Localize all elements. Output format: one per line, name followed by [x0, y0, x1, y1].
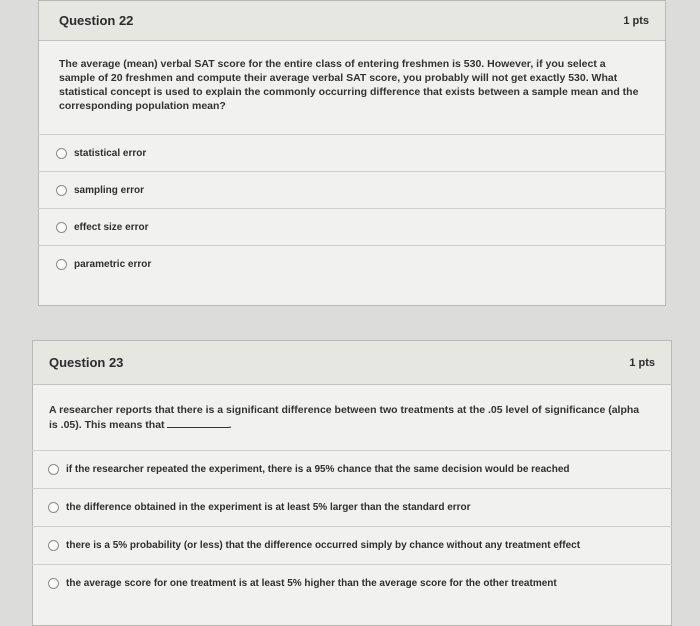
q22-option-effect-size-error[interactable] — [38, 208, 666, 245]
question-23-title: Question 23 — [49, 355, 124, 370]
radio-button[interactable] — [56, 185, 67, 196]
radio-button[interactable] — [56, 222, 67, 233]
question-22-answers — [38, 134, 666, 282]
q23-option-5-percent-probability[interactable] — [32, 526, 672, 564]
radio-button[interactable] — [56, 259, 67, 270]
question-23-points: 1 pts — [629, 356, 655, 369]
radio-button[interactable] — [48, 540, 59, 551]
question-23-text — [33, 403, 671, 432]
fill-in-blank — [167, 417, 229, 428]
radio-button[interactable] — [48, 578, 59, 589]
question-22-header — [39, 1, 665, 41]
question-23-answers — [32, 450, 672, 602]
q22-option-statistical-error[interactable] — [38, 134, 666, 171]
q23-option-repeat-95-chance[interactable] — [32, 450, 672, 488]
radio-button[interactable] — [48, 502, 59, 513]
q22-option-sampling-error[interactable] — [38, 171, 666, 208]
option-label: effect size error — [74, 221, 149, 233]
question-23-header — [33, 341, 671, 385]
q22-option-parametric-error[interactable] — [38, 245, 666, 282]
radio-button[interactable] — [56, 148, 67, 159]
option-label: the average score for one treatment is at least 5% higher than the average score for the other treatment — [66, 578, 557, 589]
q23-option-5-percent-higher[interactable] — [32, 564, 672, 602]
option-label: the difference obtained in the experiment is at least 5% larger than the standard error — [66, 502, 471, 513]
option-label: there is a 5% probability (or less) that the difference occurred simply by chance without any treatment effect — [66, 540, 581, 551]
question-22-text: The average (mean) verbal SAT score for the entire class of entering freshmen is 530. However, if you select a sample of 20 freshmen and compute their average verbal SAT score, you probably will not get exactly 530. What statistical concept is used to explain the commonly occurring difference that exists between a sample mean and the corresponding population mean? — [59, 58, 639, 112]
question-23-text-before: A researcher reports that there is a significant difference between two treatments at the .05 level of significance (alpha is .05). This means that — [49, 404, 640, 431]
option-label: if the researcher repeated the experiment, there is a 95% chance that the same decision would be reached — [66, 464, 570, 475]
radio-button[interactable] — [48, 464, 59, 475]
q23-option-5-percent-larger[interactable] — [32, 488, 672, 526]
option-label: sampling error — [74, 184, 145, 196]
question-22-points: 1 pts — [623, 14, 649, 27]
question-23-text-after: . — [228, 419, 232, 431]
option-label: statistical error — [74, 147, 147, 159]
question-22-title: Question 22 — [59, 13, 134, 28]
option-label: parametric error — [74, 258, 152, 270]
